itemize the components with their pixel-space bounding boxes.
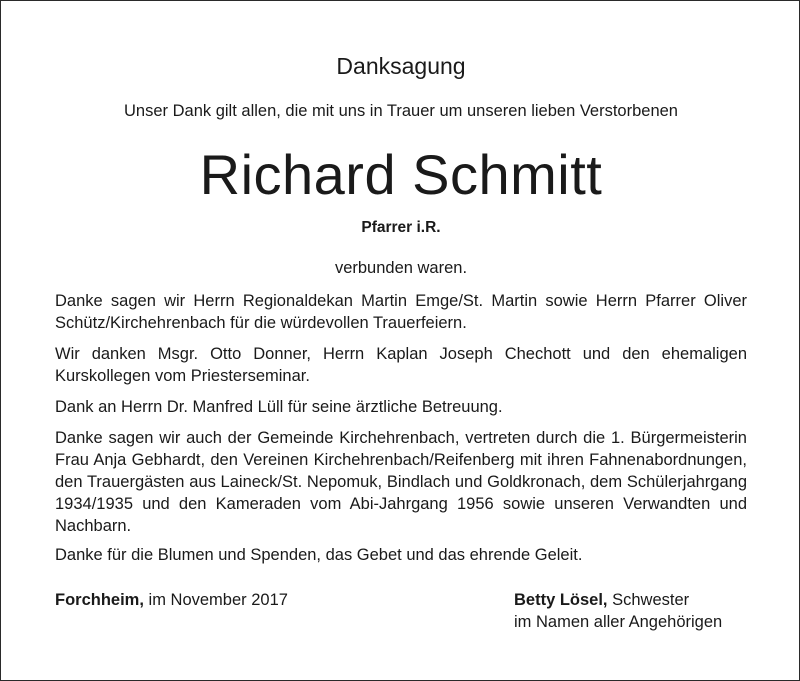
- thanks-paragraph-clergy: Danke sagen wir Herrn Regionaldekan Martin Emge/St. Martin sowie Herrn Pfarrer Oliver Schütz/Kirchehrenbach für die würdevollen Trauerfeiern.: [55, 292, 747, 332]
- thanks-paragraph-community: Danke sagen wir auch der Gemeinde Kirchehrenbach, vertreten durch die 1. Bürgermeisterin Frau Anja Gebhardt, den Vereinen Kirchehrenbach/Reifenberg mit ihren Fahnenabordnungen, den Trauergästen aus Laineck/St. Nepomuk, Bindlach und Goldkronach, dem Schülerjahrgang 1934/1935 und den Kameraden vom Abi-Jahrgang 1956 sowie unseren Verwandten und Nachbarn.: [55, 429, 747, 535]
- thanks-paragraph-doctor: Dank an Herrn Dr. Manfred Lüll für seine ärztliche Betreuung.: [55, 398, 503, 416]
- notice-title: Danksagung: [336, 53, 466, 79]
- connected-text: verbunden waren.: [334, 259, 468, 277]
- date: im November 2017: [148, 591, 288, 609]
- place: Forchheim,: [55, 591, 144, 609]
- signer-line-2: im Namen aller Angehörigen: [514, 613, 723, 631]
- signature: [514, 589, 754, 633]
- signer-name: Betty Lösel,: [514, 591, 608, 609]
- thanks-paragraph-flowers: Danke für die Blumen und Spenden, das Gebet und das ehrende Geleit.: [55, 546, 583, 564]
- signer-relation: Schwester: [612, 591, 690, 609]
- place-date: [55, 589, 288, 611]
- deceased-role: Pfarrer i.R.: [361, 219, 441, 236]
- intro-text: Unser Dank gilt allen, die mit uns in Trauer um unseren lieben Verstorbenen: [124, 102, 678, 120]
- thanks-paragraph-colleagues: Wir danken Msgr. Otto Donner, Herrn Kaplan Joseph Chechott und den ehemaligen Kurskollegen vom Priesterseminar.: [55, 345, 747, 385]
- deceased-name: Richard Schmitt: [199, 143, 603, 206]
